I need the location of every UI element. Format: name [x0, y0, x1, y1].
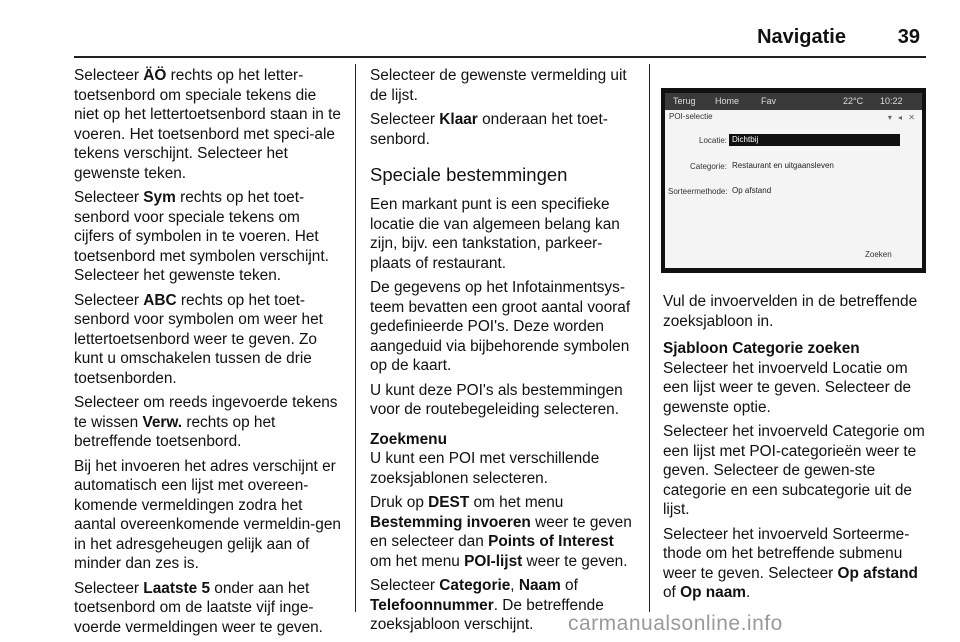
home-button: Home — [715, 96, 740, 106]
infotainment-screenshot — [661, 88, 926, 273]
paragraph: Bij het invoeren het adres verschijnt er automatisch een lijst met overeen-komende vermeldingen zodra het aantal overeenkomende vermeldin-gen in het adresgeheugen gelijk aan of minder dan zes is. — [74, 457, 341, 572]
section-title: Navigatie — [757, 26, 846, 48]
categorie-field: Restaurant en uitgaansleven — [732, 161, 834, 170]
paragraph: Selecteer Klaar onderaan het toet-senbord. — [370, 111, 608, 148]
sorteer-field: Op afstand — [732, 186, 772, 195]
paragraph: U kunt deze POI's als bestemmingen voor de routebegeleiding selecteren. — [370, 381, 623, 418]
paragraph: U kunt een POI met verschillende zoeksjablonen selecteren. — [370, 450, 600, 487]
paragraph: Een markant punt is een specifieke locatie die van algemeen belang kan zijn, bijv. een tankstation, parkeer-plaats of restaurant. — [370, 196, 620, 272]
column-3 — [663, 292, 931, 608]
locatie-label: Locatie: — [699, 136, 728, 145]
column-2 — [370, 66, 638, 640]
paragraph: Selecteer de gewenste vermelding uit de lijst. — [370, 67, 627, 104]
clock: 10:22 — [880, 96, 903, 106]
paragraph: Vul de invoervelden in de betreffende zoeksjabloon in. — [663, 293, 918, 330]
page-header — [0, 26, 960, 56]
paragraph: De gegevens op het Infotainmentsys-teem bevatten een groot aantal vooraf gedefinieerde POI's. Deze worden aangeduid via bijbehorende symbolen op de kaart. — [370, 279, 631, 374]
paragraph: Selecteer om reeds ingevoerde tekens te wissen Verw. rechts op het betreffende toetsenbord. — [74, 394, 338, 450]
categorie-label: Categorie: — [690, 162, 727, 171]
screen-title: POI-selectie — [669, 112, 713, 121]
paragraph: Druk op DEST om het menu Bestemming invoeren weer te geven en selecteer dan Points of Interest om het menu POI-lijst weer te geven. — [370, 494, 632, 570]
column-divider-2 — [649, 64, 650, 612]
section-heading: Speciale bestemmingen — [370, 164, 568, 185]
header-rule — [74, 56, 926, 58]
screen-top-bar — [665, 93, 922, 110]
page-number: 39 — [897, 26, 920, 48]
temperature: 22°C — [843, 96, 864, 106]
paragraph: Selecteer Categorie, Naam of Telefoonnummer. De betreffende zoeksjabloon verschijnt. — [370, 577, 604, 633]
poi-selection-screen — [665, 110, 922, 268]
fav-button: Fav — [761, 96, 777, 106]
search-button: Zoeken — [865, 250, 892, 259]
paragraph: Selecteer Laatste 5 onder aan het toetsenbord om de laatste vijf inge-voerde vermeldingen weer te geven. — [74, 579, 323, 636]
paragraph: Selecteer het invoerveld Categorie om een lijst met POI-categorieën weer te geven. Selecteer de gewen-ste categorie en een subcategorie uit de lijst. — [663, 423, 925, 518]
column-divider-1 — [355, 64, 356, 612]
sorteer-label: Sorteermethode: — [668, 187, 728, 196]
paragraph: Selecteer het invoerveld Locatie om een lijst weer te geven. Selecteer de gewenste optie. — [663, 359, 912, 416]
subheading: Sjabloon Categorie zoeken — [663, 340, 860, 357]
back-button: Terug — [673, 96, 696, 106]
paragraph: Selecteer ÄÖ rechts op het letter-toetsenbord om speciale tekens die niet op het lettertoetsenbord staan in te voeren. Het toetsenbord met speci-ale tekens verschijnt. Selecteer het gewenste teken. — [74, 67, 341, 182]
watermark: carmanualsonline.info — [568, 612, 783, 635]
paragraph: Selecteer het invoerveld Sorteerme-thode om het betreffende submenu weer te geven. Selecteer Op afstand of Op naam. — [663, 525, 918, 601]
paragraph: Selecteer Sym rechts op het toet-senbord voor speciale tekens om cijfers of symbolen in te voeren. Het toetsenbord met symbolen verschijnt. Selecteer het gewenste teken. — [74, 189, 329, 284]
subheading: Zoekmenu — [370, 430, 447, 448]
locatie-field: Dichtbij — [729, 134, 900, 146]
paragraph: Selecteer ABC rechts op het toet-senbord voor symbolen om weer het lettertoetsenbord weer te geven. Zo kunt u omschakelen tussen de drie toetsenborden. — [74, 291, 323, 387]
column-1 — [74, 66, 342, 642]
status-icons: ▾ ◂ ✕ — [887, 113, 917, 122]
